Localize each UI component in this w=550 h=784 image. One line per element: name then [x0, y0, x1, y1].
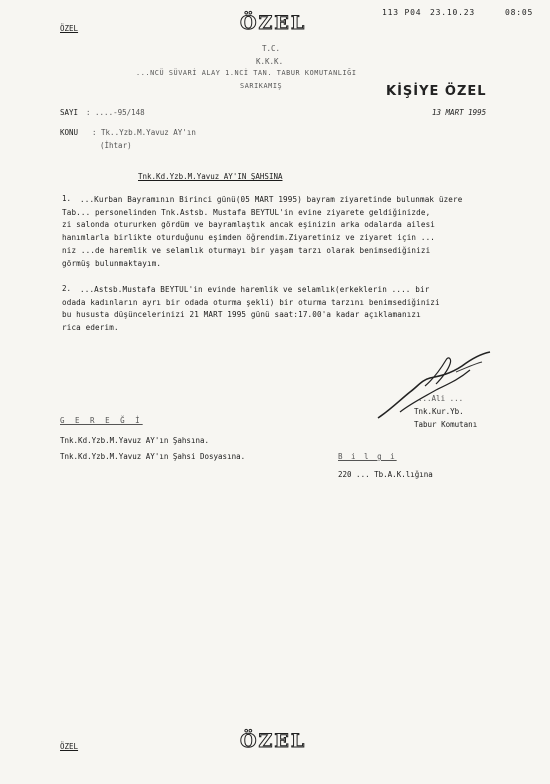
signature-title: Tabur Komutanı [414, 420, 478, 429]
document-date: 13 MART 1995 [432, 108, 487, 117]
paragraph-2-line: odada kadınların ayrı bir odada oturma şekli) bir oturma tarzını benimsediğinizi [62, 297, 440, 307]
letterhead-kkk: K.K.K. [256, 57, 284, 66]
konu-value-sub: (İhtar) [100, 141, 132, 150]
classification-top-center: ÖZEL [240, 12, 307, 34]
gereği-item: Tnk.Kd.Yzb.M.Yavuz AY'ın Şahsi Dosyasına. [60, 452, 246, 461]
kisiye-ozel-stamp: KİŞİYE ÖZEL [386, 84, 487, 99]
signature-scribble [370, 340, 520, 430]
paragraph-1 [62, 194, 532, 270]
gereği-item: Tnk.Kd.Yzb.M.Yavuz AY'ın Şahsına. [60, 436, 210, 445]
paragraph-1-line: niz ...de haremlik ve selamlık oturmayı bir yaşam tarzı olarak benimsediğinizi [62, 245, 431, 255]
sayi-value: : ....-95/148 [86, 108, 145, 117]
fax-page-id: 113 P04 [382, 8, 422, 17]
sayi-label: SAYI [60, 108, 79, 117]
letterhead-city: SARIKAMIŞ [240, 82, 283, 90]
paragraph-1-line: hanımlarla birlikte oturduğunu eşimden öğrendim.Ziyaretiniz ve ziyaret için ... [62, 233, 436, 243]
paragraph-1-line: Tab... personelinden Tnk.Astsb. Mustafa BEYTUL'in evine ziyarete geldiğinizde, [62, 207, 431, 217]
signature-rank: Tnk.Kur.Yb. [414, 407, 464, 416]
fax-date: 23.10.23 [430, 8, 475, 17]
addressee-line: Tnk.Kd.Yzb.M.Yavuz AY'IN ŞAHSINA [138, 172, 283, 181]
classification-top-left: ÖZEL [60, 24, 79, 33]
konu-value: : Tk..Yzb.M.Yavuz AY'ın [92, 128, 196, 137]
paragraph-2 [62, 284, 532, 335]
paragraph-2-line: bu hususta düşüncelerinizi 21 MART 1995 günü saat:17.00'a kadar açıklamanızı [62, 310, 421, 320]
paragraph-2-line: rica ederim. [62, 323, 119, 333]
classification-bottom-center: ÖZEL [240, 730, 307, 752]
letterhead-unit: ...NCÜ SÜVARİ ALAY 1.NCİ TAN. TABUR KOMUTANLIĞI [136, 69, 357, 77]
letterhead-tc: T.C. [262, 44, 281, 53]
signature-name: ...Ali ... [418, 394, 464, 403]
fax-time: 08:05 [505, 8, 534, 17]
bilgi-heading: B i l g i [338, 452, 397, 461]
paragraph-2-line: ...Astsb.Mustafa BEYTUL'in evinde haremlik ve selamlık(erkeklerin .... bir [80, 285, 430, 294]
paragraph-2-number: 2. [62, 284, 72, 293]
gereği-heading: G E R E Ğ İ [60, 416, 143, 425]
paragraph-1-line: zi salonda otururken gördüm ve bayramlaştık ancak eşinizin arka odalarda ailesi [62, 220, 436, 230]
paragraph-1-line: görmüş bulunmaktayım. [62, 258, 162, 268]
paragraph-1-line: ...Kurban Bayramının Birinci günü(05 MART 1995) bayram ziyaretinde bulunmak üzere [80, 195, 463, 204]
bilgi-item: 220 ... Tb.A.K.lığına [338, 470, 433, 479]
classification-bottom-left: ÖZEL [60, 742, 79, 751]
konu-label: KONU [60, 128, 79, 137]
paragraph-1-number: 1. [62, 194, 72, 203]
